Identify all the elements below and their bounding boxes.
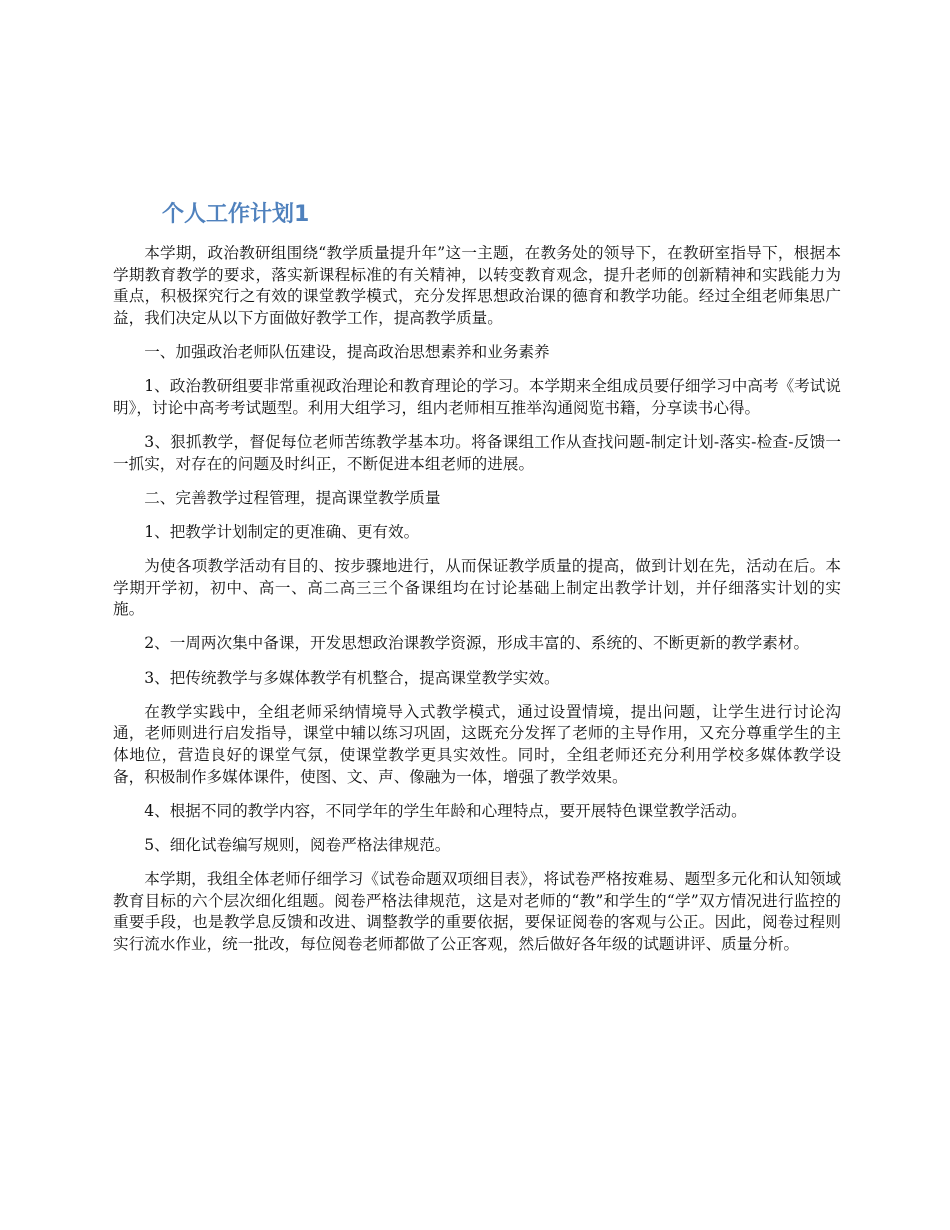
paragraph: 1、政治教研组要非常重视政治理论和教育理论的学习。本学期来全组成员要仔细学习中高考《考试说明》，讨论中高考考试题型。利用大组学习，组内老师相互推举沟通阅览书籍，分享读书心得。 <box>113 377 841 417</box>
paragraph: 3、把传统教学与多媒体教学有机整合，提高课堂教学实效。 <box>144 668 560 687</box>
paragraph: 为使各项教学活动有目的、按步骤地进行，从而保证教学质量的提高，做到计划在先，活动在后。本学期开学初，初中、高一、高二高三三个备课组均在讨论基础上制定出教学计划，并仔细落实计划的实施。 <box>113 557 841 619</box>
paragraph: 1、把教学计划制定的更准确、更有效。 <box>144 522 420 541</box>
section-heading-2: 二、完善教学过程管理，提高课堂教学质量 <box>144 488 441 507</box>
paragraph: 在教学实践中，全组老师采纳情境导入式教学模式，通过设置情境，提出问题，让学生进行讨论沟通，老师则进行启发指导，课堂中辅以练习巩固，这既充分发挥了老师的主导作用，又充分尊重学生的主体地位，营造良好的课堂气氛，使课堂教学更具实效性。同时，全组老师还充分利用学校多媒体教学设备，积极制作多媒体课件，使图、文、声、像融为一体，增强了教学效果。 <box>113 702 841 786</box>
paragraph: 5、细化试卷编写规则，阅卷严格法律规范。 <box>144 836 451 854</box>
paragraph: 3、狠抓教学，督促每位老师苦练教学基本功。将备课组工作从查找问题-制定计划-落实-检查-反馈一一抓实，对存在的问题及时纠正，不断促进本组老师的进展。 <box>113 432 841 473</box>
paragraph: 本学期，我组全体老师仔细学习《试卷命题双项细目表》，将试卷严格按难易、题型多元化和认知领域教育目标的六个层次细化组题。阅卷严格法律规范，这是对老师的“教”和学生的“学”双方情况进行监控的重要手段，也是教学息反馈和改进、调整教学的重要依据，要保证阅卷的客观与公正。因此，阅卷过程则实行流水作业，统一批改，每位阅卷老师都做了公正客观，然后做好各年级的试题讲评、质量分析。 <box>113 870 841 953</box>
paragraph: 4、根据不同的教学内容，不同学年的学生年龄和心理特点，要开展特色课堂教学活动。 <box>144 801 747 820</box>
paragraph: 2、一周两次集中备课，开发思想政治课教学资源，形成丰富的、系统的、不断更新的教学素材。 <box>144 634 810 653</box>
section-heading-1: 一、加强政治老师队伍建设，提高政治思想素养和业务素养 <box>144 342 550 361</box>
document-body <box>113 243 841 968</box>
document-title: 个人工作计划1 <box>162 202 310 227</box>
paragraph-intro: 本学期，政治教研组围绕“教学质量提升年”这一主题，在教务处的领导下，在教研室指导下，根据本学期教育教学的要求，落实新课程标准的有关精神，以转变教育观念，提升老师的创新精神和实践能力为重点，积极探究行之有效的课堂教学模式，充分发挥思想政治课的德育和教学功能。经过全组老师集思广益，我们决定从以下方面做好教学工作，提高教学质量。 <box>113 244 841 327</box>
